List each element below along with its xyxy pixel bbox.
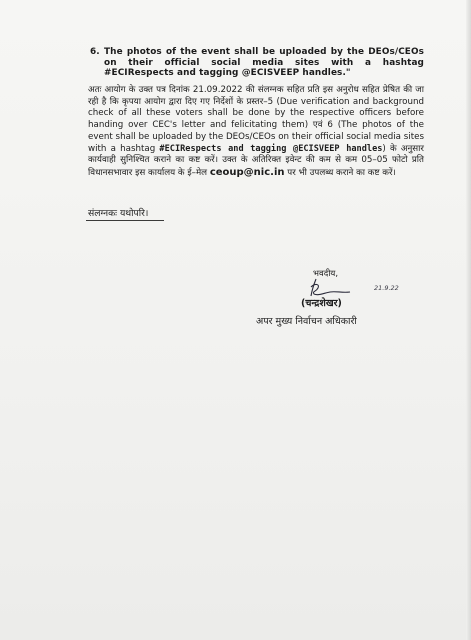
hashtag-text: #ECIRespects and tagging @ECISVEEP handles [159, 143, 383, 154]
paragraph-part-3: पर भी उपलब्ध कराने का कष्ट करें। [284, 167, 396, 178]
enclosure-underline [86, 220, 164, 221]
signatory-name: (चन्द्रशेखर) [301, 298, 342, 309]
instruction-item-6 [90, 47, 424, 79]
paragraph-part-1: अतः आयोग के उक्त पत्र दिनांक 21.09.2022 की संलग्नक सहित प्रति इस अनुरोध सहित प्रेषित की जा रही है कि कृपया आयोग द्वारा दिए गए निर्देशों के प्रस्तर–5 (Due verification and background check of all these voters shall be done by the respective officers before handing over CEC's letter and felicitating them) एवं 6 (The photos of the event shall be uploaded by the DEOs/CEOs on their official social media sites with a hashtag [88, 85, 424, 154]
signatory-designation: अपर मुख्य निर्वाचन अधिकारी [256, 316, 357, 327]
body-paragraph [88, 85, 424, 180]
enclosure-note: संलग्नकः यथोपरि। [88, 208, 149, 219]
email-address: ceoup@nic.in [209, 166, 285, 178]
paragraph-part-2: ) के अनुसार कार्यवाही सुनिश्चित कराने का कष्ट करें। उक्त के अतिरिक्त इवेन्ट की कम से कम 05–05 फोटो प्रति विधानसभावार इस कार्यालय के ई–मेल [88, 143, 424, 178]
item-number: 6. [90, 47, 100, 57]
signature-date: 21.9.22 [374, 284, 399, 292]
scan-edge [466, 0, 471, 640]
valediction: भवदीय, [313, 269, 339, 279]
item-text: The photos of the event shall be uploaded by the DEOs/CEOs on their official social media sites with a hashtag #ECIRespects and tagging @ECISVEEP handles." [104, 47, 424, 79]
